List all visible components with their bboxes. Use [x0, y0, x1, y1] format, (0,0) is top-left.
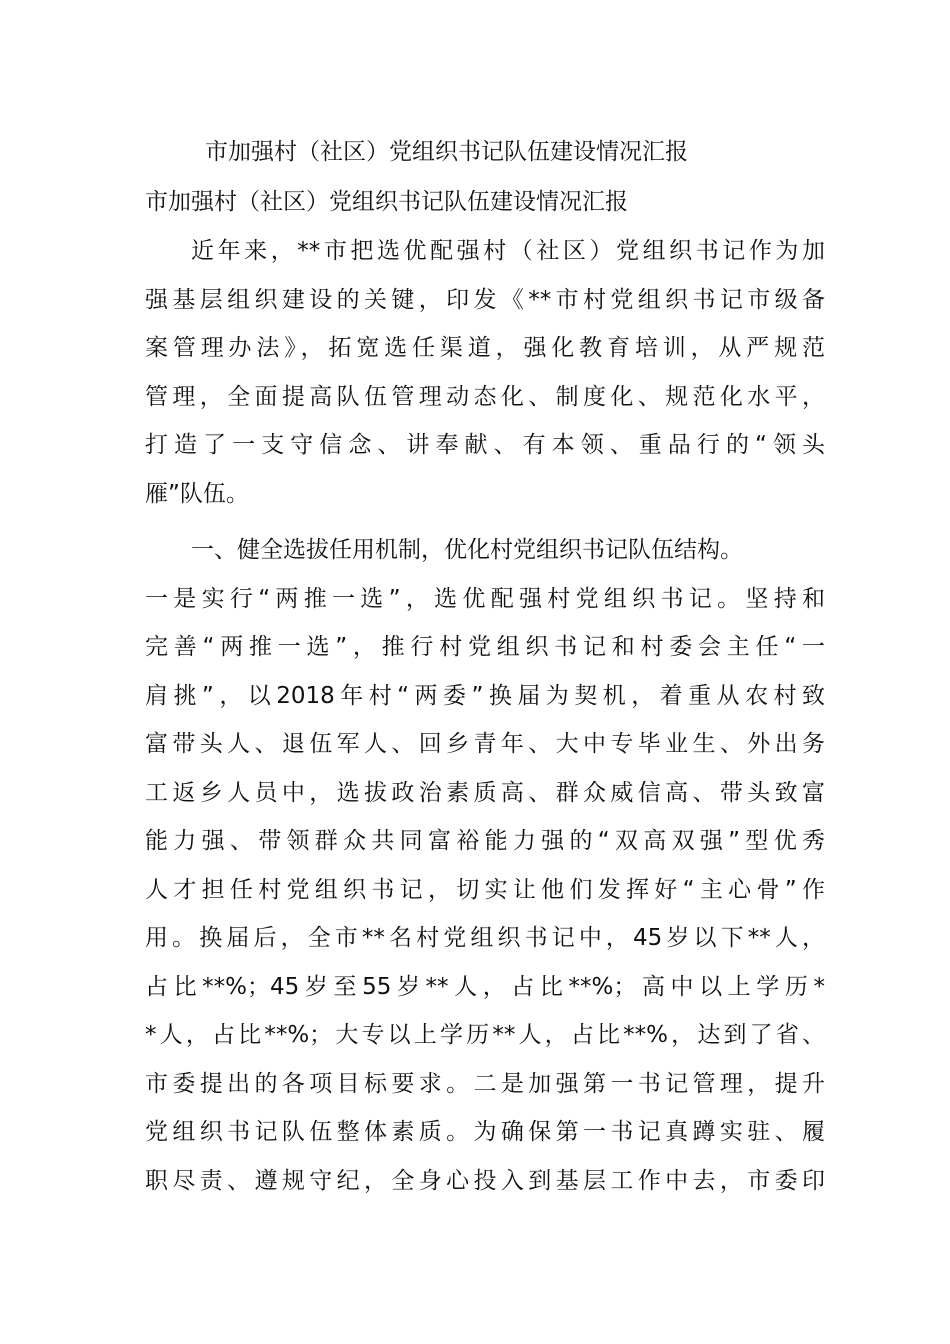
paragraph-line: 近年来，**市把选优配强村（社区）党组织书记作为加 [191, 238, 825, 264]
document-title: 市加强村（社区）党组织书记队伍建设情况汇报 [205, 139, 688, 165]
paragraph-line: 案管理办法》，拓宽选任渠道，强化教育培训，从严规范 [145, 335, 825, 361]
paragraph-line: 党组织书记队伍整体素质。为确保第一书记真蹲实驻、履 [145, 1119, 825, 1145]
paragraph-section-one [145, 526, 825, 1205]
paragraph-line: *人，占比**%；大专以上学历**人，占比**%，达到了省、 [145, 1022, 825, 1048]
paragraph-line: 占比**%；45岁至55岁**人，占比**%；高中以上学历* [145, 973, 825, 1000]
paragraph-line: 雁”队伍。 [145, 480, 249, 507]
paragraph-line: 强基层组织建设的关键，印发《**市村党组织书记市级备 [145, 286, 825, 313]
paragraph-line: 一、健全选拔任用机制，优化村党组织书记队伍结构。 [191, 537, 743, 563]
document-subtitle: 市加强村（社区）党组织书记队伍建设情况汇报 [145, 189, 628, 215]
paragraph-line: 完善“两推一选”，推行村党组织书记和村委会主任“一 [145, 634, 825, 660]
paragraph-line: 能力强、带领群众共同富裕能力强的“双高双强”型优秀 [145, 828, 825, 854]
paragraph-line: 市委提出的各项目标要求。二是加强第一书记管理，提升 [145, 1070, 825, 1097]
paragraph-line: 人才担任村党组织书记，切实让他们发挥好“主心骨”作 [145, 876, 825, 903]
paragraph-intro [145, 227, 825, 518]
paragraph-line: 肩挑”，以2018年村“两委”换届为契机，着重从农村致 [145, 682, 825, 709]
paragraph-line: 工返乡人员中，选拔政治素质高、群众威信高、带头致富 [145, 779, 825, 806]
paragraph-line: 管理，全面提高队伍管理动态化、制度化、规范化水平， [145, 383, 825, 410]
paragraph-line: 富带头人、退伍军人、回乡青年、大中专毕业生、外出务 [145, 731, 825, 757]
paragraph-line: 职尽责、遵规守纪，全身心投入到基层工作中去，市委印 [145, 1167, 825, 1194]
paragraph-line: 一是实行“两推一选”，选优配强村党组织书记。坚持和 [145, 585, 825, 612]
paragraph-line: 用。换届后，全市**名村党组织书记中，45岁以下**人， [145, 925, 825, 951]
paragraph-line: 打造了一支守信念、讲奉献、有本领、重品行的“领头 [145, 432, 825, 458]
